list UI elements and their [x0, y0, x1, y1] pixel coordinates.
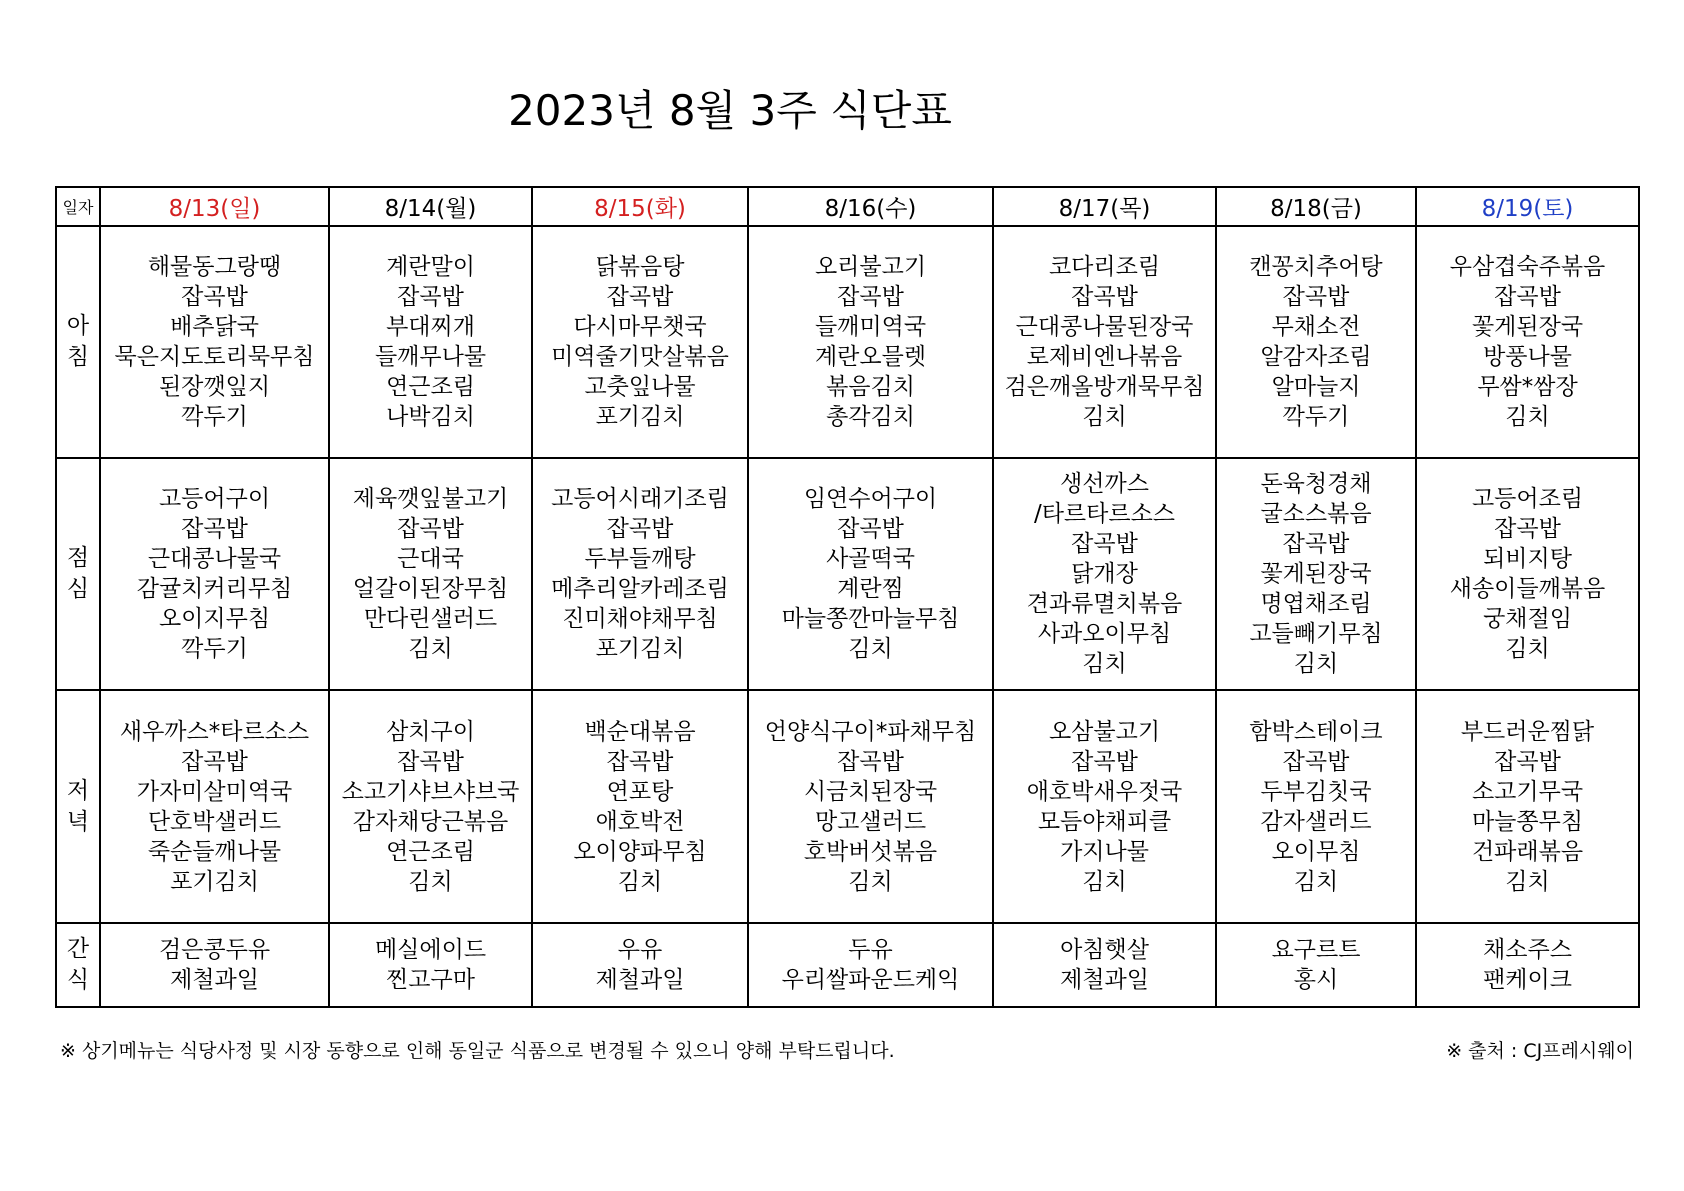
- menu-item: 잡곡밥: [397, 748, 464, 775]
- menu-item: 얼갈이된장무침: [352, 576, 509, 603]
- menu-item: 채소주스: [1483, 936, 1572, 963]
- menu-cell: [1216, 690, 1416, 922]
- menu-item: 삼치구이: [386, 718, 475, 745]
- menu-item: 오이양파무침: [573, 838, 707, 865]
- meal-label: [56, 458, 100, 690]
- menu-item: 우삼겹숙주볶음: [1449, 254, 1606, 281]
- menu-item: 총각김치: [826, 404, 915, 431]
- menu-item: 깍두기: [181, 404, 248, 431]
- header-row: [56, 187, 1639, 226]
- menu-item: 김치: [408, 636, 453, 663]
- menu-item: /타르타르소스: [1033, 501, 1176, 528]
- menu-item: 김치: [1082, 404, 1127, 431]
- menu-table: [55, 186, 1640, 1008]
- menu-item: 감귤치커리무침: [136, 576, 293, 603]
- menu-item: 김치: [1293, 868, 1339, 895]
- menu-item: 잡곡밥: [606, 284, 674, 311]
- menu-item: 알감자조림: [1260, 344, 1372, 371]
- meal-label-char: 심: [66, 576, 90, 603]
- menu-item: 포기김치: [595, 404, 685, 431]
- menu-item: 김치: [848, 868, 893, 895]
- meal-label: [56, 690, 100, 922]
- menu-cell: [993, 690, 1216, 922]
- menu-item: 임연수어구이: [803, 486, 938, 513]
- menu-item: 배추닭국: [170, 314, 259, 341]
- menu-item: 애호박새우젓국: [1026, 778, 1183, 805]
- menu-item: 두유: [848, 936, 893, 963]
- menu-item: 잡곡밥: [1071, 748, 1138, 775]
- menu-item: 나박김치: [386, 404, 475, 431]
- menu-item: 새송이들깨볶음: [1449, 576, 1606, 603]
- menu-item: 건파래볶음: [1471, 838, 1584, 865]
- menu-item: 검은깨올방개묵무침: [1004, 374, 1205, 401]
- menu-item: 근대국: [397, 546, 464, 573]
- menu-item: 김치: [1505, 404, 1550, 431]
- menu-item: 가자미살미역국: [136, 778, 293, 805]
- menu-item: 김치: [848, 636, 893, 663]
- menu-cell: [993, 458, 1216, 690]
- menu-item: 로제비엔나볶음: [1026, 344, 1183, 371]
- menu-item: 가지나물: [1060, 838, 1149, 865]
- menu-cell: [1416, 923, 1639, 1007]
- menu-item: 연근조림: [386, 838, 475, 865]
- menu-item: 애호박전: [595, 808, 685, 835]
- menu-item: 오리불고기: [814, 254, 927, 281]
- menu-item: 메추리알카레조림: [551, 576, 729, 603]
- menu-item: 감자채당근볶음: [352, 808, 509, 835]
- menu-item: 알마늘지: [1271, 374, 1361, 401]
- menu-item: 백순대볶음: [584, 718, 696, 745]
- menu-cell: [100, 226, 329, 458]
- menu-item: 부대찌개: [386, 314, 475, 341]
- menu-cell: [748, 923, 993, 1007]
- menu-item: 묵은지도토리묵무침: [114, 344, 315, 371]
- menu-item: 고등어시래기조림: [551, 486, 729, 513]
- menu-item: 볶음김치: [826, 374, 915, 401]
- menu-item: 모듬야채피클: [1037, 808, 1172, 835]
- menu-item: 잡곡밥: [181, 516, 248, 543]
- menu-item: 망고샐러드: [814, 808, 927, 835]
- menu-item: 포기김치: [170, 868, 259, 895]
- menu-item: 부드러운찜닭: [1460, 718, 1595, 745]
- menu-cell: [1216, 923, 1416, 1007]
- day-header: 8/16(수): [748, 187, 993, 226]
- meal-label-char: 점: [66, 545, 90, 572]
- menu-item: 새우까스*타르소스: [119, 718, 310, 745]
- meal-label-char: 녁: [66, 808, 90, 835]
- menu-cell: [329, 458, 532, 690]
- menu-item: 제철과일: [1060, 966, 1149, 993]
- menu-item: 단호박샐러드: [147, 808, 282, 835]
- menu-item: 홍시: [1293, 966, 1339, 993]
- menu-item: 궁채절임: [1483, 606, 1572, 633]
- day-header: 8/14(월): [329, 187, 532, 226]
- menu-item: 잡곡밥: [606, 516, 674, 543]
- menu-item: 메실에이드: [374, 936, 487, 963]
- menu-item: 진미채야채무침: [562, 606, 718, 633]
- menu-item: 잡곡밥: [606, 748, 674, 775]
- menu-item: 계란오믈렛: [814, 344, 927, 371]
- menu-item: 잡곡밥: [397, 284, 464, 311]
- menu-item: 사과오이무침: [1037, 621, 1172, 648]
- footer-source: ※ 출처 : CJ프레시웨이: [1446, 1040, 1634, 1062]
- menu-item: 견과류멸치볶음: [1026, 591, 1183, 618]
- menu-item: 김치: [617, 868, 663, 895]
- menu-item: 깍두기: [181, 636, 248, 663]
- date-corner-label: 일자: [56, 187, 100, 226]
- menu-item: 오이지무침: [158, 606, 271, 633]
- menu-item: 시금치된장국: [803, 778, 938, 805]
- menu-item: 잡곡밥: [1071, 284, 1138, 311]
- menu-cell: [748, 690, 993, 922]
- menu-item: 감자샐러드: [1260, 808, 1372, 835]
- menu-item: 된장깻잎지: [158, 374, 271, 401]
- menu-item: 고들빼기무침: [1249, 621, 1383, 648]
- menu-item: 꽃게된장국: [1471, 314, 1584, 341]
- menu-item: 찐고구마: [386, 966, 475, 993]
- menu-item: 잡곡밥: [397, 516, 464, 543]
- menu-item: 잡곡밥: [1494, 748, 1561, 775]
- menu-item: 근대콩나물된장국: [1015, 314, 1194, 341]
- menu-item: 잡곡밥: [1282, 531, 1350, 558]
- menu-item: 제육깻잎불고기: [352, 486, 509, 513]
- menu-item: 연포탕: [606, 778, 674, 805]
- menu-cell: [100, 690, 329, 922]
- day-header: 8/17(목): [993, 187, 1216, 226]
- menu-item: 우리쌀파운드케익: [781, 966, 960, 993]
- menu-item: 팬케이크: [1483, 966, 1572, 993]
- menu-item: 잡곡밥: [837, 516, 904, 543]
- meal-label-char: 식: [66, 966, 90, 993]
- menu-cell: [532, 226, 748, 458]
- menu-cell: [1416, 690, 1639, 922]
- day-header: 8/13(일): [100, 187, 329, 226]
- menu-cell: [1216, 458, 1416, 690]
- menu-item: 깍두기: [1282, 404, 1350, 431]
- menu-item: 잡곡밥: [181, 284, 248, 311]
- menu-item: 소고기샤브샤브국: [341, 778, 520, 805]
- menu-item: 되비지탕: [1483, 546, 1572, 573]
- menu-item: 김치: [1293, 651, 1339, 678]
- menu-item: 사골떡국: [826, 546, 915, 573]
- menu-item: 검은콩두유: [158, 936, 271, 963]
- menu-item: 언양식구이*파채무침: [764, 718, 977, 745]
- menu-item: 생선까스: [1060, 471, 1149, 498]
- menu-item: 두부들깨탕: [584, 546, 696, 573]
- menu-item: 김치: [1082, 868, 1127, 895]
- menu-item: 계란말이: [386, 254, 475, 281]
- menu-item: 돈육청경채: [1260, 471, 1372, 498]
- menu-item: 마늘쫑무침: [1471, 808, 1584, 835]
- menu-item: 들깨무나물: [374, 344, 487, 371]
- menu-item: 해물동그랑땡: [147, 254, 282, 281]
- menu-item: 오삼불고기: [1048, 718, 1161, 745]
- meal-label: [56, 226, 100, 458]
- meal-label: [56, 923, 100, 1007]
- menu-item: 잡곡밥: [1494, 516, 1561, 543]
- day-header: 8/19(토): [1416, 187, 1639, 226]
- menu-item: 굴소스볶음: [1260, 501, 1372, 528]
- menu-item: 소고기무국: [1471, 778, 1584, 805]
- menu-cell: [329, 226, 532, 458]
- day-header: 8/15(화): [532, 187, 748, 226]
- menu-item: 근대콩나물국: [147, 546, 282, 573]
- meal-row: [56, 923, 1639, 1007]
- menu-item: 죽순들깨나물: [147, 838, 282, 865]
- menu-item: 닭개장: [1071, 561, 1138, 588]
- menu-cell: [532, 690, 748, 922]
- menu-item: 잡곡밥: [837, 284, 904, 311]
- meal-row: [56, 226, 1639, 458]
- menu-item: 고등어구이: [158, 486, 271, 513]
- menu-item: 고등어조림: [1471, 486, 1584, 513]
- menu-cell: [100, 923, 329, 1007]
- menu-item: 고춧잎나물: [584, 374, 696, 401]
- menu-cell: [1416, 226, 1639, 458]
- menu-cell: [329, 690, 532, 922]
- menu-item: 연근조림: [386, 374, 475, 401]
- menu-item: 명엽채조림: [1260, 591, 1372, 618]
- menu-item: 방풍나물: [1483, 344, 1572, 371]
- menu-item: 들깨미역국: [814, 314, 927, 341]
- menu-item: 아침햇살: [1060, 936, 1149, 963]
- menu-cell: [100, 458, 329, 690]
- menu-item: 호박버섯볶음: [803, 838, 938, 865]
- menu-item: 함박스테이크: [1249, 718, 1383, 745]
- menu-item: 만다린샐러드: [363, 606, 498, 633]
- menu-item: 코다리조림: [1048, 254, 1161, 281]
- menu-item: 마늘쫑깐마늘무침: [781, 606, 960, 633]
- menu-cell: [532, 458, 748, 690]
- menu-item: 무채소전: [1271, 314, 1361, 341]
- menu-cell: [993, 226, 1216, 458]
- menu-cell: [1216, 226, 1416, 458]
- menu-item: 잡곡밥: [1282, 284, 1350, 311]
- day-header: 8/18(금): [1216, 187, 1416, 226]
- menu-cell: [748, 226, 993, 458]
- menu-cell: [993, 923, 1216, 1007]
- menu-item: 김치: [1082, 651, 1127, 678]
- menu-cell: [748, 458, 993, 690]
- meal-label-char: 저: [66, 777, 90, 804]
- menu-item: 무쌈*쌈장: [1477, 374, 1578, 401]
- menu-item: 닭볶음탕: [595, 254, 685, 281]
- menu-item: 포기김치: [595, 636, 685, 663]
- menu-item: 꽃게된장국: [1260, 561, 1372, 588]
- menu-item: 김치: [1505, 868, 1550, 895]
- menu-item: 계란찜: [837, 576, 904, 603]
- menu-item: 잡곡밥: [1494, 284, 1561, 311]
- menu-item: 잡곡밥: [1071, 531, 1138, 558]
- meal-label-char: 아: [66, 313, 90, 340]
- meal-row: [56, 690, 1639, 922]
- menu-item: 잡곡밥: [1282, 748, 1350, 775]
- menu-cell: [329, 923, 532, 1007]
- menu-item: 김치: [1505, 636, 1550, 663]
- menu-item: 다시마무챗국: [573, 314, 707, 341]
- meal-label-char: 침: [66, 344, 90, 371]
- menu-item: 오이무침: [1271, 838, 1361, 865]
- menu-item: 제철과일: [595, 966, 685, 993]
- meal-row: [56, 458, 1639, 690]
- page-title: 2023년 8월 3주 식단표: [508, 86, 952, 135]
- menu-item: 미역줄기맛살볶음: [551, 344, 729, 371]
- menu-cell: [532, 923, 748, 1007]
- menu-item: 두부김칫국: [1260, 778, 1372, 805]
- menu-item: 잡곡밥: [837, 748, 904, 775]
- meal-label-char: 간: [66, 935, 90, 962]
- menu-cell: [1416, 458, 1639, 690]
- footer-note: ※ 상기메뉴는 식당사정 및 시장 동향으로 인해 동일군 식품으로 변경될 수 있으니 양해 부탁드립니다.: [60, 1040, 895, 1062]
- menu-item: 제철과일: [170, 966, 259, 993]
- menu-item: 김치: [408, 868, 453, 895]
- menu-item: 캔꽁치추어탕: [1249, 254, 1383, 281]
- menu-item: 잡곡밥: [181, 748, 248, 775]
- menu-item: 요구르트: [1271, 936, 1361, 963]
- menu-item: 우유: [617, 936, 663, 963]
